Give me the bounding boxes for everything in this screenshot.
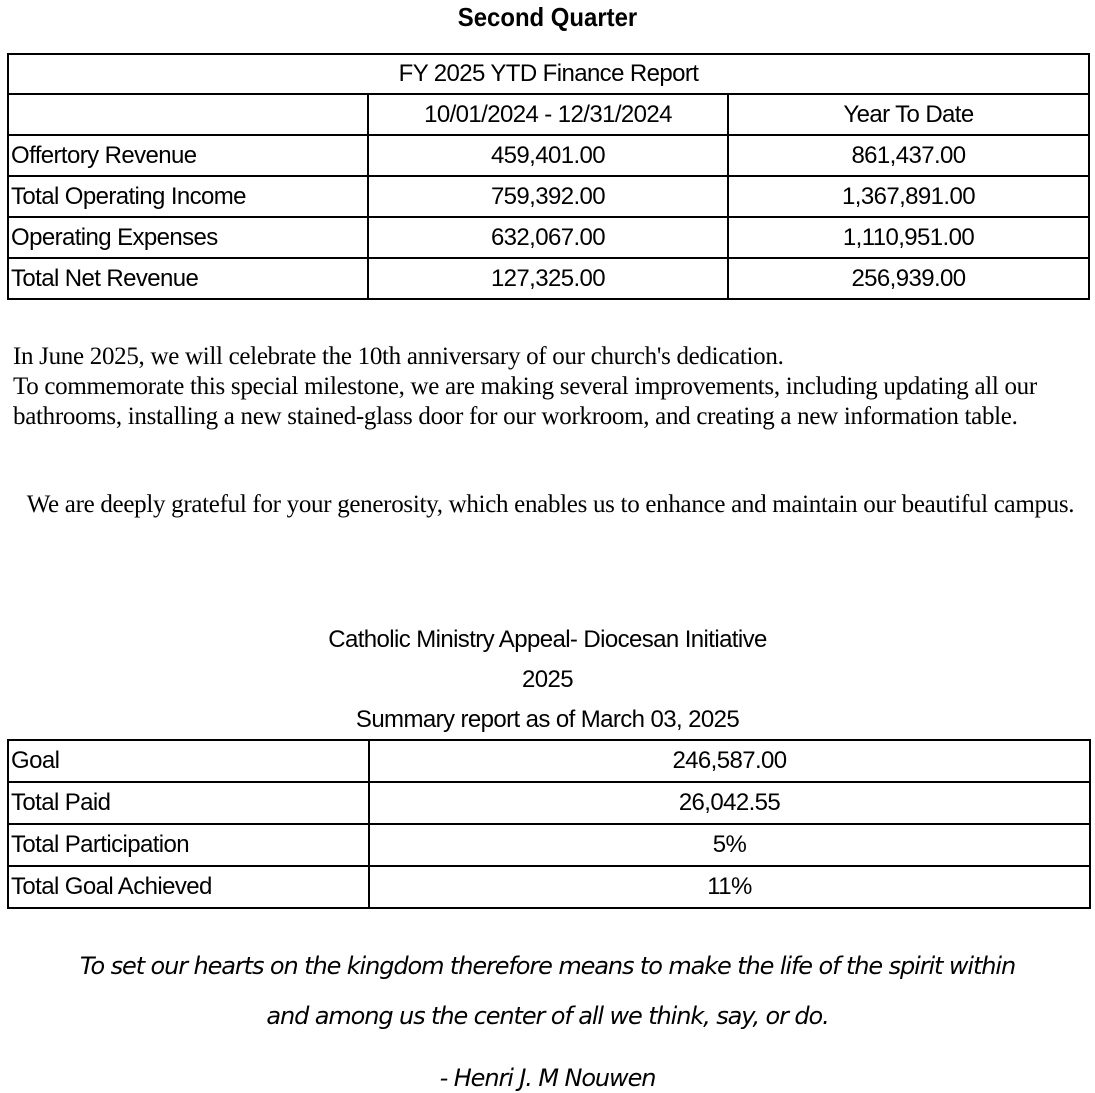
table-row: [8, 217, 1089, 258]
period-value: 127,325.00: [368, 258, 728, 299]
table-row: [8, 866, 1090, 908]
quote-line-1: To set our hearts on the kingdom therefore means to make the life of the spirit within: [79, 952, 1016, 980]
ytd-value: 1,367,891.00: [728, 176, 1089, 217]
anniversary-line-2: To commemorate this special milestone, we are making several improvements, including updating all our bathrooms, installing a new stained-glass door for our workroom, and creating a new information table.: [13, 373, 1037, 430]
table-row: [8, 258, 1089, 299]
row-label: Total Participation: [8, 824, 369, 866]
row-label: Total Operating Income: [8, 176, 368, 217]
row-value: 11%: [369, 866, 1090, 908]
row-label: Total Net Revenue: [8, 258, 368, 299]
finance-report-table: [7, 53, 1090, 300]
row-label: Total Goal Achieved: [8, 866, 369, 908]
period-value: 459,401.00: [368, 135, 728, 176]
row-label: Offertory Revenue: [8, 135, 368, 176]
table-row: [8, 782, 1090, 824]
table-title-row: [8, 54, 1089, 94]
table-header-row: [8, 94, 1089, 135]
appeal-subtitle: Summary report as of March 03, 2025: [355, 706, 740, 733]
row-value: 5%: [369, 824, 1090, 866]
quote-author: - Henri J. M Nouwen: [439, 1064, 656, 1092]
anniversary-line-1: In June 2025, we will celebrate the 10th anniversary of our church's dedication.: [13, 343, 784, 370]
table-row: [8, 824, 1090, 866]
column-header-blank: [8, 94, 368, 135]
quote-line-2: and among us the center of all we think, say, or do.: [266, 1002, 829, 1030]
table-row: [8, 176, 1089, 217]
gratitude-paragraph: We are deeply grateful for your generosity, which enables us to enhance and maintain our beautiful campus.: [26, 491, 1075, 518]
column-header-period: 10/01/2024 - 12/31/2024: [368, 94, 728, 135]
ytd-value: 1,110,951.00: [728, 217, 1089, 258]
appeal-year: 2025: [522, 666, 573, 693]
page-title: Second Quarter: [457, 2, 638, 32]
period-value: 632,067.00: [368, 217, 728, 258]
anniversary-paragraph: [13, 342, 1088, 432]
appeal-title: Catholic Ministry Appeal- Diocesan Initiative: [328, 626, 767, 653]
row-label: Operating Expenses: [8, 217, 368, 258]
table-row: [8, 740, 1090, 782]
table-row: [8, 135, 1089, 176]
row-label: Goal: [8, 740, 369, 782]
ytd-value: 861,437.00: [728, 135, 1089, 176]
row-value: 246,587.00: [369, 740, 1090, 782]
finance-report-title: FY 2025 YTD Finance Report: [8, 54, 1089, 94]
appeal-summary-table: [7, 739, 1091, 909]
period-value: 759,392.00: [368, 176, 728, 217]
column-header-ytd: Year To Date: [728, 94, 1089, 135]
row-value: 26,042.55: [369, 782, 1090, 824]
ytd-value: 256,939.00: [728, 258, 1089, 299]
row-label: Total Paid: [8, 782, 369, 824]
